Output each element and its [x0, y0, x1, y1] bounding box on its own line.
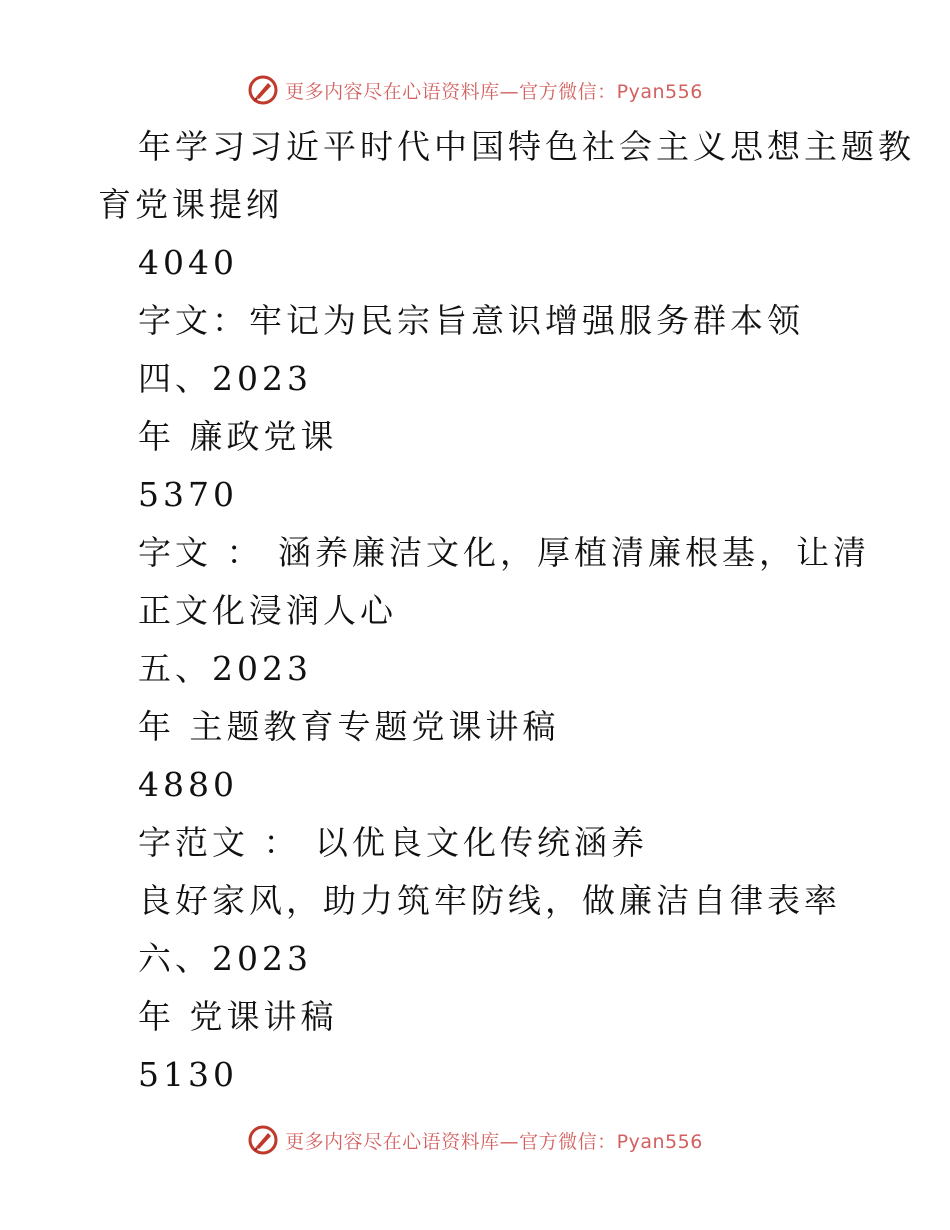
- text-line: 年 党课讲稿: [138, 997, 338, 1036]
- pen-nib-logo-icon: [247, 1124, 279, 1156]
- text-line: 5370: [138, 475, 238, 514]
- text-line: 年 主题教育专题党课讲稿: [138, 707, 560, 746]
- text-line: 育党课提纲: [98, 185, 283, 224]
- text-line: 良好家风，助力筑牢防线，做廉洁自律表率: [138, 881, 841, 920]
- watermark-text: 更多内容尽在心语资料库—官方微信：Pyan556: [285, 1130, 703, 1153]
- text-line: 年学习习近平时代中国特色社会主义思想主题教: [138, 127, 915, 166]
- text-line: 年 廉政党课: [138, 417, 338, 456]
- text-line: 5130: [138, 1055, 238, 1094]
- text-line: 正文化浸润人心: [138, 591, 397, 630]
- section-heading: 六、2023: [138, 939, 312, 978]
- text-line: 字范文 ： 以优良文化传统涵养: [138, 823, 648, 862]
- text-line: 字文 ： 涵养廉洁文化，厚植清廉根基，让清: [138, 533, 870, 572]
- text-line: 4040: [138, 243, 238, 282]
- pen-nib-logo-icon: [247, 74, 279, 106]
- text-line: 字文：牢记为民宗旨意识增强服务群本领: [138, 301, 804, 340]
- section-heading: 五、2023: [138, 649, 312, 688]
- watermark-header: [0, 70, 950, 110]
- text-line: 4880: [138, 765, 238, 804]
- watermark-text: 更多内容尽在心语资料库—官方微信：Pyan556: [285, 80, 703, 103]
- section-heading: 四、2023: [138, 359, 312, 398]
- watermark-footer: [0, 1120, 950, 1160]
